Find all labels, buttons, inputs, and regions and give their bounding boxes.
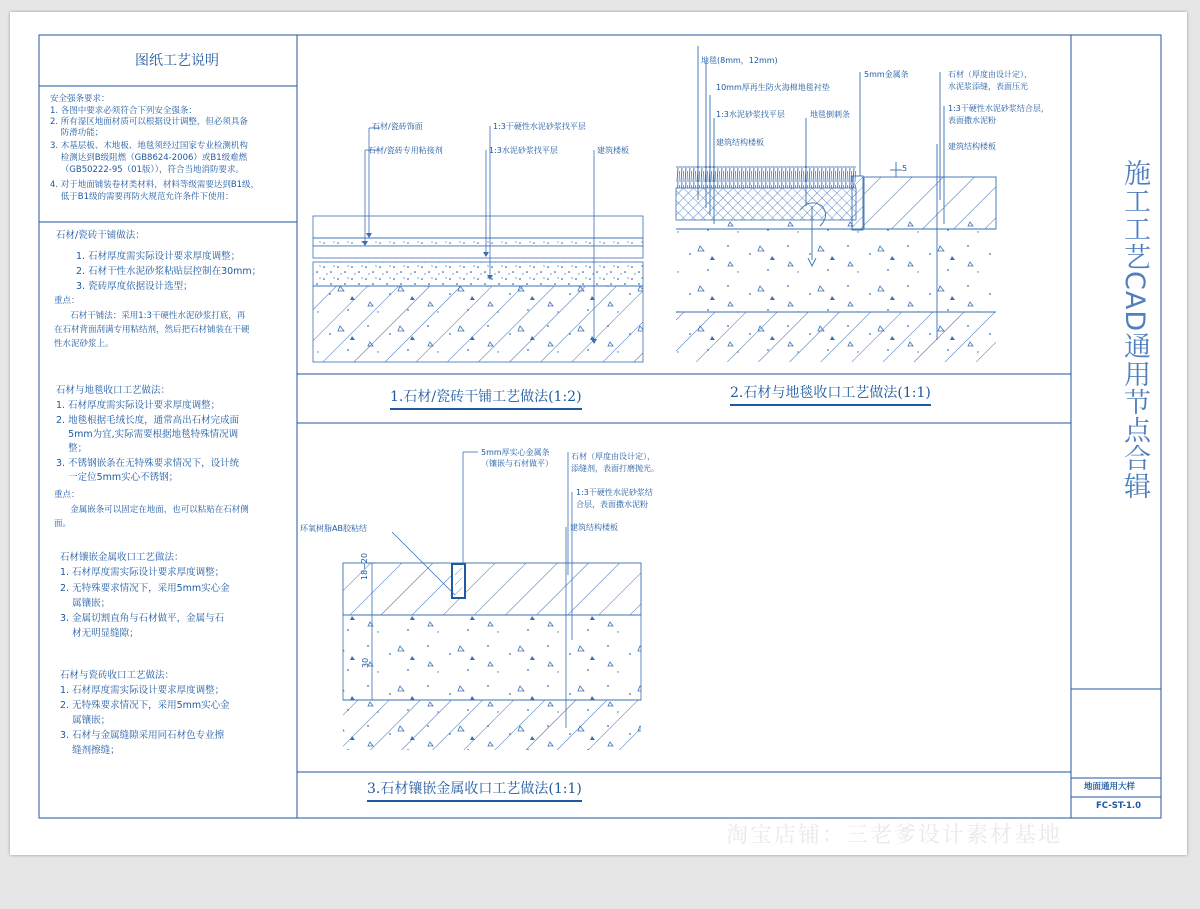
d3-label-stone-1: 石材（厚度由设计定）， (571, 452, 655, 461)
carpet-edge-key-text: 金属嵌条可以固定在地面，也可以粘贴在石材侧 (54, 505, 249, 515)
d2-label-bond-1: 1:3干硬性水泥砂浆结合层， (948, 104, 1049, 113)
d1-label-stone: 石材/瓷砖饰面 (372, 122, 423, 131)
dry-lay-item: 1. 石材厚度需实际设计要求厚度调整； (76, 251, 241, 262)
d1-label-adhesive: 石材/瓷砖专用粘接剂 (368, 146, 443, 155)
notes-title: 图纸工艺说明 (135, 53, 219, 69)
d2-label-pad: 10mm厚再生防火海棉地毯衬垫 (716, 83, 830, 92)
dry-lay-key-text: 性水泥砂浆上。 (54, 339, 114, 349)
carpet-edge-key-label: 重点： (54, 490, 80, 500)
sheet-title: 施工工艺CAD通用节点合辑 (1119, 159, 1150, 501)
d2-label-bond-2: 表面撒水泥粉 (948, 116, 996, 125)
safety-item: 检测达到B级阻燃（GB8624-2006）或B1级难燃 (50, 153, 248, 163)
safety-item: 低于B1级的需要再防火规范允许条件下使用： (50, 192, 234, 202)
d3-label-metal-2: （镶嵌与石材做平） (481, 459, 553, 468)
carpet-edge-item: 5mm为宜,实际需要根据地毯特殊情况调 (56, 429, 239, 440)
carpet-edge-key-text: 面。 (54, 519, 72, 529)
carpet-edge-heading: 石材与地毯收口工艺做法： (56, 385, 171, 396)
carpet-edge-item: 3. 不锈钢嵌条在无特殊要求情况下，设计统 (56, 458, 240, 469)
safety-item: 2. 所有湿区地面材质可以根据设计调整，但必须具备 (50, 117, 248, 127)
carpet-edge-item: 1. 石材厚度需实际设计要求厚度调整； (56, 400, 221, 411)
safety-item: 4. 对于地面铺装卷材类材料，材料等级需要达到B1级， (50, 180, 260, 190)
dry-lay-key-label: 重点： (54, 296, 80, 306)
d2-label-carpet: 地毯(8mm，12mm) (701, 56, 778, 65)
side-label: 地面通用大样 (1084, 782, 1136, 792)
d3-label-metal-1: 5mm厚实心金属条 (481, 448, 550, 457)
dry-lay-key-text: 石材干铺法：采用1:3干硬性水泥砂浆打底，再 (54, 311, 246, 321)
d2-label-leveling: 1:3水泥砂浆找平层 (716, 110, 785, 119)
watermark: 淘宝店铺：三老爹设计素材基地 (726, 823, 1063, 848)
detail2-caption: 2.石材与地毯收口工艺做法(1:1) (730, 382, 931, 406)
d2-label-slab: 建筑结构楼板 (716, 138, 764, 147)
d2-label-stone-1: 石材（厚度由设计定）， (948, 70, 1032, 79)
d3-dimension-bond: 30 (361, 657, 370, 668)
d3-label-epoxy: 环氧树脂AB胶粘结 (300, 524, 367, 533)
tile-edge-item: 1. 石材厚度需实际设计要求厚度调整； (60, 685, 225, 696)
tile-edge-item: 3. 石材与金属缝隙采用同石材色专业擦 (60, 730, 225, 741)
d2-label-gripper: 地毯倒刺条 (810, 110, 850, 119)
d3-label-stone-2: 添缝剂，表面打磨抛光。 (571, 464, 659, 473)
dry-lay-heading: 石材/瓷砖干铺做法： (56, 230, 145, 241)
detail1-section (313, 126, 643, 362)
d3-label-slab: 建筑结构楼板 (570, 523, 618, 532)
tile-edge-heading: 石材与瓷砖收口工艺做法： (60, 670, 175, 681)
d3-label-bond-1: 1:3干硬性水泥砂浆结 (576, 488, 653, 497)
d2-label-slab-right: 建筑结构楼板 (948, 142, 996, 151)
d2-label-metal: 5mm金属条 (864, 70, 909, 79)
d2-dimension: 5 (902, 164, 908, 173)
carpet-edge-item: 一定位5mm实心不锈钢； (56, 472, 179, 483)
detail3-caption: 3.石材镶嵌金属收口工艺做法(1:1) (367, 778, 582, 802)
safety-item: （GB50222-95（01版）），符合当地消防要求。 (50, 165, 244, 175)
metal-inlay-item: 3. 金属切割直角与石材做平，金属与石 (60, 613, 225, 624)
tile-edge-item: 缝剂擦缝； (60, 745, 120, 756)
metal-inlay-heading: 石材镶嵌金属收口工艺做法： (60, 552, 184, 563)
metal-inlay-item: 2. 无特殊要求情况下，采用5mm实心金 (60, 583, 230, 594)
tile-edge-item: 属镶嵌； (60, 715, 111, 726)
safety-item: 1. 各图中要求必须符合下列安全强条： (50, 106, 197, 116)
metal-inlay-item: 属镶嵌； (60, 598, 111, 609)
tile-edge-item: 2. 无特殊要求情况下，采用5mm实心金 (60, 700, 230, 711)
d3-dimension-stone: 18~20 (360, 552, 369, 580)
dry-lay-item: 2. 石材干性水泥砂浆粘贴层控制在30mm； (76, 266, 262, 277)
metal-inlay-item: 材无明显缝隙； (60, 628, 139, 639)
carpet-edge-item: 2. 地毯根据毛绒长度，通常高出石材完成面 (56, 415, 240, 426)
dry-lay-item: 3. 瓷砖厚度依据设计选型； (76, 281, 193, 292)
d1-label-slab: 建筑楼板 (597, 146, 629, 155)
metal-inlay-item: 1. 石材厚度需实际设计要求厚度调整； (60, 567, 225, 578)
d3-label-bond-2: 合层，表面撒水泥粉 (576, 500, 648, 509)
d1-label-mortar: 1:3水泥砂浆找平层 (489, 146, 558, 155)
drawing-number: FC-ST-1.0 (1096, 801, 1142, 811)
dry-lay-key-text: 在石材背面刮满专用粘结剂，然后把石材铺装在干硬 (54, 325, 250, 335)
d2-label-stone-2: 水泥浆添缝，表面压光 (948, 82, 1028, 91)
d1-label-mortar-dry: 1:3干硬性水泥砂浆找平层 (493, 122, 586, 131)
detail1-caption: 1.石材/瓷砖干铺工艺做法(1:2) (390, 386, 582, 410)
safety-item: 防滑功能； (50, 128, 104, 138)
safety-heading: 安全强条要求： (50, 94, 110, 104)
carpet-edge-item: 整； (56, 443, 88, 454)
safety-item: 3. 木基层板、木地板、地毯须经过国家专业检测机构 (50, 141, 248, 151)
